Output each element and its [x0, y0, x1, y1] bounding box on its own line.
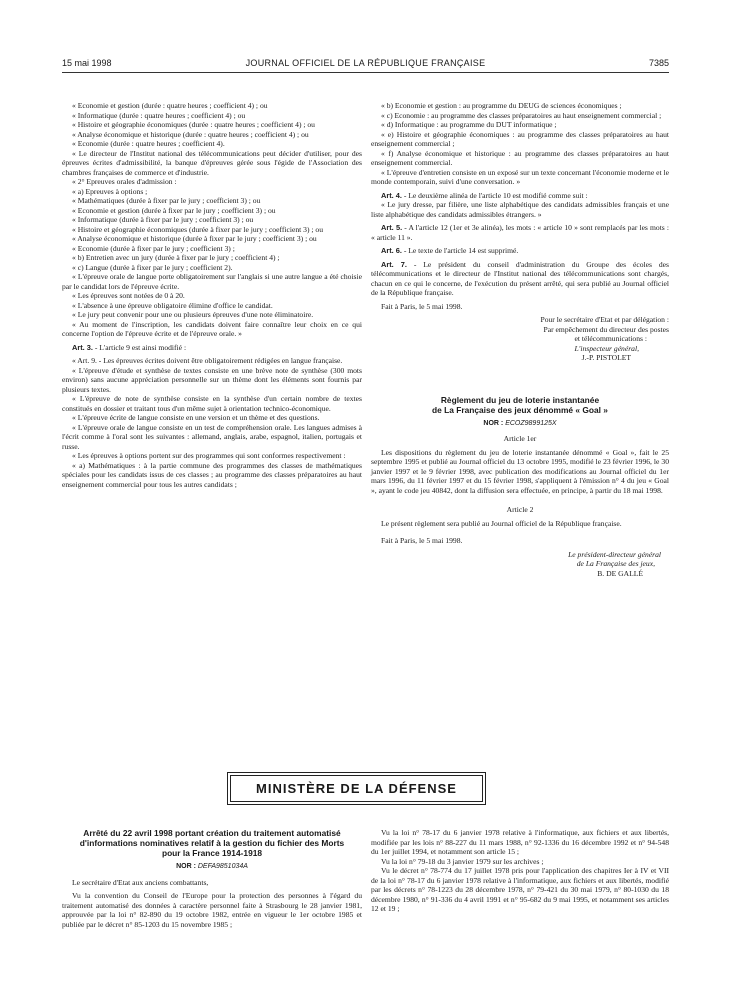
nor-value: DEFA9851034A	[197, 863, 248, 870]
fait-a-paris: Fait à Paris, le 5 mai 1998.	[381, 536, 463, 545]
issue-date: 15 mai 1998	[62, 58, 112, 68]
paragraph: « Les épreuves à options portent sur des programmes qui sont conformes respectivement :	[72, 451, 346, 460]
article-text: - A l'article 12 (1er et 3e alinéa), les mots : « article 10 » sont remplacés par les mots : « article 11 ».	[371, 223, 669, 242]
left-column	[62, 101, 362, 489]
nor-label: NOR :	[483, 419, 506, 427]
paragraph: « L'épreuve de note de synthèse consiste en la synthèse d'un certain nombre de textes constitués en dossier et traitant tous d'un même sujet à orientation technico-économique.	[62, 394, 362, 413]
reglement-title: de La Française des jeux dénommé « Goal »	[432, 404, 608, 415]
arrete-right-column	[371, 828, 669, 914]
paragraph: Vu la loi n° 78-17 du 6 janvier 1978 relative à l'informatique, aux fichiers et aux libertés, modifiée par les lois n° 88-227 du 11 mars 1988, n° 92-1336 du 16 décembre 1992 et n° 94-548 du 1er juillet 1994, et notamment son article 15 ;	[371, 828, 669, 856]
paragraph: « Le jury dresse, par filière, une liste alphabétique des candidats admissibles français et une liste alphabétique des candidats admissibles étrangers. »	[371, 200, 669, 219]
page-number: 7385	[648, 58, 669, 68]
paragraph: Le présent règlement sera publié au Journal officiel de la République française.	[381, 518, 622, 528]
paragraph: « d) Informatique : au programme du DUT informatique ;	[381, 120, 557, 129]
paragraph: « Economie (durée : quatre heures ; coefficient 4).	[72, 139, 225, 148]
article-6	[371, 246, 669, 256]
nor-label: NOR :	[176, 863, 198, 870]
paragraph: Vu la convention du Conseil de l'Europe pour la protection des personnes à l'égard du traitement automatisé des données à caractère personnel faite à Strasbourg le 28 janvier 1981, approuvée par la loi n° 82-890 du 19 octobre 1982, entrée en vigueur le 1er octobre 1985 et publiée par le décret n° 85-1203 du 15 novembre 1985 ;	[62, 891, 362, 929]
paragraph: « Analyse économique et historique (durée à fixer par le jury ; coefficient 3) ; ou	[72, 234, 317, 243]
reglement-title: Règlement du jeu de loterie instantanée	[440, 394, 600, 405]
signature-title: L'inspecteur général,	[574, 343, 639, 353]
nor-value: ECOZ9899125X	[505, 419, 557, 427]
paragraph: « Analyse économique et historique (durée : quatre heures ; coefficient 4) ; ou	[72, 129, 309, 139]
page-header	[62, 56, 669, 73]
paragraph: « Economie et gestion (durée à fixer par le jury ; coefficient 3) ; ou	[72, 205, 276, 215]
paragraph: « 2° Epreuves orales d'admission :	[72, 177, 177, 186]
nor-code	[62, 862, 362, 872]
paragraph: « a) Epreuves à options ;	[72, 186, 148, 196]
paragraph: Le secrétaire d'Etat aux anciens combattants,	[72, 877, 209, 887]
nor-code	[371, 419, 669, 429]
arrete-title: Arrêté du 22 avril 1998 portant création du traitement automatisé d'informations nominatives relatif à la gestion du fichier des Morts pour la France 1914-1918	[79, 828, 345, 858]
paragraph: « L'épreuve orale de langue porte obligatoirement sur l'anglais si une autre langue a été choisie par le candidat lors de l'épreuve écrite.	[62, 272, 362, 291]
article-heading: Article 2	[506, 505, 534, 514]
journal-title: JOURNAL OFFICIEL DE LA RÉPUBLIQUE FRANÇAISE	[245, 58, 486, 68]
paragraph: « b) Economie et gestion : au programme du DEUG de sciences économiques ;	[381, 101, 622, 110]
paragraph: « Le jury peut convenir pour une ou plusieurs épreuves d'une note éliminatoire.	[72, 310, 314, 319]
signature-title: de La Française des jeux,	[576, 559, 655, 568]
article-text: - Le texte de l'article 14 est supprimé.	[401, 246, 519, 255]
paragraph: Les dispositions du règlement du jeu de loterie instantanée dénommé « Goal », fait le 25 septembre 1995 et publié au Journal officiel du 13 octobre 1995, modifié le 23 février 1996, le 30 janvier 1997 et le 9 février 1998, avec publication des modifications au Journal officiel du 1er mars 1996, du 11 février 1997 et du 15 février 1998, s'appliquent à l'émission n° 4 du jeu « Goal », ayant le code jeu 40842, dont la diffusion sera effectuée, en principe, à partir du 18 mai 1998.	[371, 447, 669, 495]
paragraph: « Histoire et géographie économiques (durée : quatre heures ; coefficient 4) ; ou	[72, 120, 315, 129]
paragraph: « Les épreuves sont notées de 0 à 20.	[72, 291, 185, 300]
article-text: - L'article 9 est ainsi modifié :	[92, 342, 187, 352]
paragraph: « L'absence à une épreuve obligatoire élimine d'office le candidat.	[72, 300, 273, 310]
article-label: Art. 3.	[72, 342, 93, 352]
signature-line: et télécommunications :	[574, 334, 647, 343]
paragraph: « f) Analyse économique et historique : au programme des classes préparatoires au haut enseignement commercial.	[371, 148, 669, 167]
article-7	[371, 260, 669, 298]
paragraph: « Mathématiques (durée à fixer par le jury ; coefficient 3) ; ou	[72, 196, 261, 205]
article-5	[371, 223, 669, 242]
ministry-title: MINISTÈRE DE LA DÉFENSE	[256, 781, 457, 796]
article-3	[62, 343, 362, 353]
paragraph: « c) Langue (durée à fixer par le jury ; coefficient 2).	[72, 262, 233, 272]
fait-a-paris: Fait à Paris, le 5 mai 1998.	[381, 301, 463, 311]
paragraph: « Le directeur de l'Institut national des télécommunications peut décider d'utiliser, pour des épreuves écrites d'admissibilité, la banque d'épreuves gérée sous l'égide de l'Association des chambres françaises de commerce et d'industrie.	[62, 148, 362, 177]
article-text: - Le deuxième alinéa de l'article 10 est modifié comme suit :	[401, 190, 588, 200]
paragraph: « a) Mathématiques : à la partie commune des programmes des classes de mathématiques spéciales pour les candidats issus de ces classes ; au programme des classes préparatoires au haut enseignement commercial pour tous les autres candidats ;	[62, 460, 362, 489]
article-text: - Le président du conseil d'administration du Groupe des écoles des télécommunications et le directeur de l'Institut national des télécommunications sont chargés, chacun en ce qui le concerne, de l'exécution du présent arrêté, qui sera publié au Journal officiel de la République française.	[371, 259, 669, 297]
article-4	[371, 191, 669, 201]
paragraph: « c) Economie : au programme des classes préparatoires au haut enseignement commercial ;	[381, 110, 662, 120]
article-label: Art. 6.	[381, 246, 402, 255]
paragraph: « Informatique (durée à fixer par le jury ; coefficient 3) ; ou	[72, 215, 254, 224]
article-label: Art. 7.	[381, 259, 407, 269]
paragraph: « Informatique (durée : quatre heures ; coefficient 4) ; ou	[72, 110, 246, 120]
signature-line: Par empêchement du directeur des postes	[543, 324, 669, 334]
paragraph: « L'épreuve d'étude et synthèse de textes consiste en une brève note de synthèse (300 mots environ) sans aucune appréciation personnelle sur un thème dont les éléments sont fournis par plusieurs textes.	[62, 365, 362, 394]
paragraph: Vu la loi n° 79-18 du 3 janvier 1979 sur les archives ;	[381, 856, 544, 866]
right-column	[371, 101, 669, 578]
article-label: Art. 5.	[381, 223, 403, 232]
paragraph: « Histoire et géographie économiques (durée à fixer par le jury ; coefficient 3) ; ou	[72, 224, 323, 234]
paragraph: « Au moment de l'inscription, les candidats doivent faire connaître leur choix en ce qui concerne l'option de l'épreuve écrite et de l'épreuve orale. »	[62, 319, 362, 338]
paragraph: « L'épreuve écrite de langue consiste en une version et un thème et des questions.	[72, 413, 320, 422]
signature-name: J.-P. PISTOLET	[581, 353, 631, 362]
paragraph: « e) Histoire et géographie économiques : au programme des classes préparatoires au haut enseignement commercial ;	[371, 129, 669, 148]
paragraph: Vu le décret n° 78-774 du 17 juillet 1978 pris pour l'application des chapitres Ier à IV et VII de la loi n° 78-17 du 6 janvier 1978 relative à l'informatique, aux fichiers et aux libertés, modifié par les décrets n° 78-1223 du 28 décembre 1978, n° 79-421 du 30 mai 1979, n° 80-1030 du 18 décembre 1980, n° 91-336 du 4 avril 1991 et n° 95-682 du 9 mai 1995, et notamment ses articles 12 et 19 ;	[371, 866, 669, 913]
paragraph: « Economie (durée à fixer par le jury ; coefficient 3) ;	[72, 243, 235, 253]
signature-title: Le président-directeur général	[568, 549, 661, 559]
paragraph: « L'épreuve orale de langue consiste en un test de compréhension orale. Les langues admises à l'écrit comme à l'oral sont les suivantes : allemand, anglais, arabe, espagnol, italien, portugais et russe.	[62, 422, 362, 451]
signature-name: B. DE GALLÉ	[597, 568, 643, 578]
paragraph: « Art. 9. - Les épreuves écrites doivent être obligatoirement rédigées en langue française.	[72, 356, 343, 365]
paragraph: « b) Entretien avec un jury (durée à fixer par le jury ; coefficient 4) ;	[72, 253, 280, 262]
article-heading: Article 1er	[503, 434, 537, 443]
ministry-banner	[230, 775, 483, 802]
paragraph: « L'épreuve d'entretien consiste en un exposé sur un texte concernant l'économie moderne et le monde contemporain, suivi d'une conversation. »	[371, 167, 669, 186]
article-label: Art. 4.	[381, 190, 402, 200]
signature-line: Pour le secrétaire d'Etat et par délégation :	[540, 315, 669, 324]
paragraph: « Economie et gestion (durée : quatre heures ; coefficient 4) ; ou	[72, 101, 268, 110]
arrete-left-column	[62, 828, 362, 929]
